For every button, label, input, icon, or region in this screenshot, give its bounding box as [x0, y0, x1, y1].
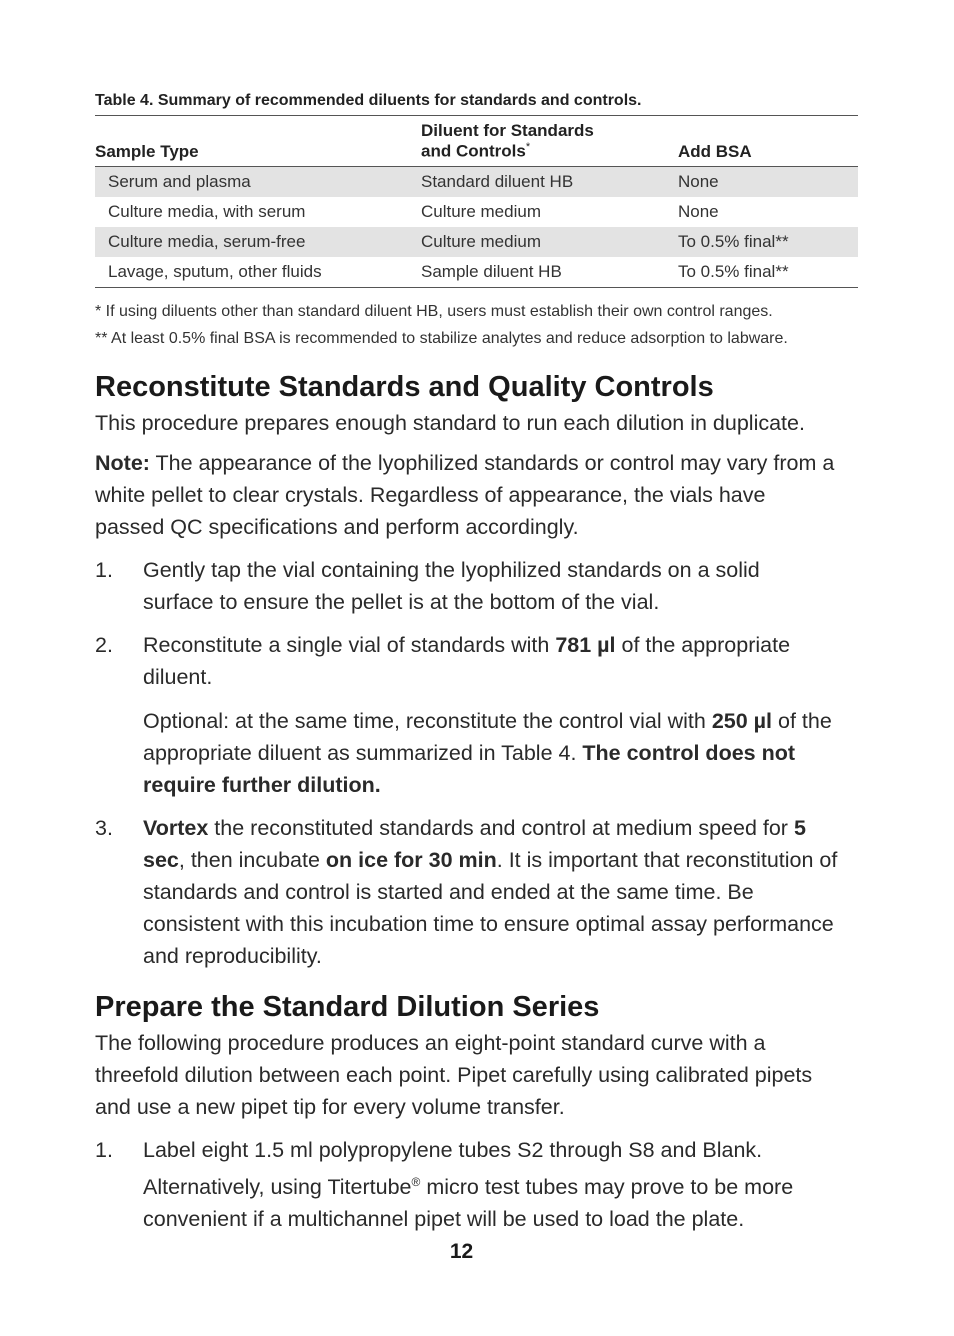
header-diluent-mark: *	[525, 141, 531, 154]
control-note: The control does not require further dilution.	[143, 741, 796, 797]
section-heading-prepare: Prepare the Standard Dilution Series	[95, 991, 600, 1023]
step-text-part: . It is important that reconstitution of standards and control is started and ended at the same time. Be consistent with this incubation time to ensure optimal assay performance and reproducibility.	[143, 848, 838, 968]
header-diluent-line1: Diluent for Standards	[421, 121, 594, 141]
footnote-2: ** At least 0.5% final BSA is recommended to stabilize analytes and reduce adsorption to labware.	[95, 330, 788, 347]
table-header-row	[95, 116, 858, 167]
cell-bsa: To 0.5% final**	[678, 227, 858, 257]
table-footnotes	[95, 298, 788, 352]
cell-sample: Culture media, serum-free	[95, 227, 421, 257]
registered-mark: ®	[411, 1175, 421, 1189]
cell-diluent: Culture medium	[421, 202, 541, 221]
step-text-part: of the appropriate diluent.	[143, 633, 791, 689]
table-row	[95, 197, 858, 227]
ice-30min: on ice for 30 min	[325, 848, 497, 872]
step-text-part: micro test tubes may prove to be more convenient if a multichannel pipet will be used to load the plate.	[143, 1175, 794, 1232]
section-heading-reconstitute: Reconstitute Standards and Quality Controls	[95, 371, 714, 403]
step-text-part: , then incubate	[178, 848, 326, 872]
time-5sec: 5 sec	[143, 816, 806, 872]
step-text-part: Label eight 1.5 ml polypropylene tubes S2 through S8 and Blank. Alternatively, using Titertube	[143, 1138, 763, 1200]
step-text	[143, 812, 848, 972]
cell-diluent: Culture medium	[421, 227, 678, 257]
cell-sample: Culture media, with serum	[108, 202, 306, 221]
cell-sample: Lavage, sputum, other fluids	[95, 257, 421, 288]
table-row	[95, 257, 858, 288]
step-number: 3.	[95, 816, 113, 840]
prepare-intro: The following procedure produces an eight-point standard curve with a threefold dilution between each point. Pipet carefully using calibrated pipets and use a new pipet tip for every volume transfer.	[95, 1031, 813, 1119]
table-row	[95, 167, 858, 198]
volume-250: 250 µl	[711, 709, 773, 733]
note-text: The appearance of the lyophilized standards or control may vary from a white pellet to clear crystals. Regardless of appearance, the vials have passed QC specifications and perform accordingly.	[95, 451, 835, 539]
header-sample-type: Sample Type	[95, 116, 421, 167]
step-text	[143, 629, 843, 693]
note-label: Note:	[95, 451, 150, 475]
note-paragraph	[95, 447, 835, 543]
step-number: 2.	[95, 633, 113, 657]
reconstitute-intro: This procedure prepares enough standard to run each dilution in duplicate.	[95, 411, 805, 435]
step-number: 1.	[95, 1138, 113, 1162]
step-number: 1.	[95, 558, 113, 582]
diluent-table	[95, 115, 858, 288]
header-diluent-line2: and Controls	[421, 142, 526, 161]
step-text: Gently tap the vial containing the lyophilized standards on a solid surface to ensure the pellet is at the bottom of the vial.	[143, 558, 760, 614]
step-text	[143, 1134, 848, 1235]
table-caption: Table 4. Summary of recommended diluents for standards and controls.	[95, 92, 642, 109]
cell-bsa: None	[678, 202, 719, 221]
optional-paragraph	[143, 705, 848, 801]
optional-text-part: of the appropriate diluent as summarized in Table 4.	[143, 709, 832, 765]
page-number: 12	[449, 1240, 474, 1263]
cell-bsa: None	[678, 167, 858, 198]
header-add-bsa: Add BSA	[678, 116, 858, 167]
optional-text-part: Optional: at the same time, reconstitute the control vial with	[143, 709, 712, 733]
cell-diluent: Standard diluent HB	[421, 167, 678, 198]
volume-781: 781 µl	[555, 633, 616, 657]
header-diluent	[421, 116, 678, 167]
cell-diluent: Sample diluent HB	[421, 257, 678, 288]
cell-bsa: To 0.5% final**	[678, 257, 858, 288]
step-text-part: Reconstitute a single vial of standards with	[143, 633, 556, 657]
footnote-1: * If using diluents other than standard diluent HB, users must establish their own control ranges.	[95, 303, 773, 320]
vortex-label: Vortex	[143, 816, 209, 840]
step-text-part: the reconstituted standards and control at medium speed for	[208, 816, 794, 840]
cell-sample: Serum and plasma	[95, 167, 421, 198]
table-row	[95, 227, 858, 257]
